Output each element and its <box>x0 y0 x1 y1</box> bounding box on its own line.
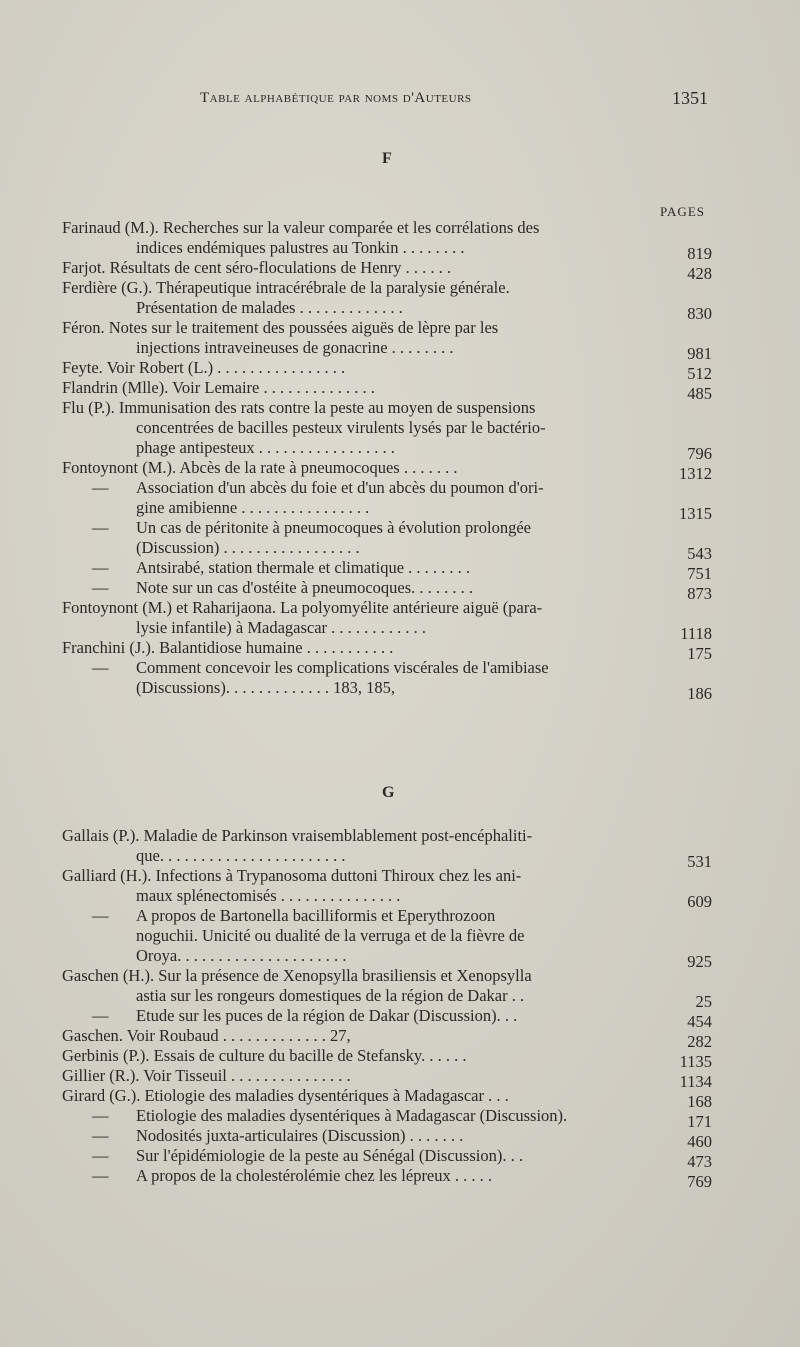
entry-text-line: injections intraveineuses de gonacrine . . . . . . . . <box>136 338 454 357</box>
entry-page-number: 1312 <box>679 464 712 483</box>
entry-text-line: Un cas de péritonite à pneumocoques à évolution prolongée <box>136 518 531 537</box>
entry-text-line: Feyte. Voir Robert (L.) . . . . . . . . . . . . . . . . <box>62 358 346 377</box>
entry-page-number: 609 <box>687 892 712 911</box>
entry-text-line: gine amibienne . . . . . . . . . . . . . . . . <box>136 498 370 517</box>
entry-text-line: Note sur un cas d'ostéite à pneumocoques. . . . . . . . <box>136 578 474 597</box>
index-entry <box>62 478 712 523</box>
index-entry <box>62 826 712 871</box>
entry-text-line: astia sur les rongeurs domestiques de la région de Dakar . . <box>136 986 525 1005</box>
entry-text-line: maux splénectomisés . . . . . . . . . . . . . . . <box>136 886 401 905</box>
entry-page-number: 186 <box>687 684 712 703</box>
entry-text-line: A propos de Bartonella bacilliformis et Eperythrozoon <box>136 906 496 925</box>
ditto-dash: — <box>92 1166 109 1185</box>
entry-page-number: 473 <box>687 1152 712 1171</box>
ditto-dash: — <box>92 558 109 577</box>
pages-column-label: PAGES <box>660 204 705 219</box>
index-entry <box>62 658 712 703</box>
index-section-g <box>62 826 712 1191</box>
entry-page-number: 751 <box>687 564 712 583</box>
index-entry <box>62 278 712 323</box>
entry-text-line: Gillier (R.). Voir Tisseuil . . . . . . . . . . . . . . . <box>62 1066 351 1085</box>
entry-text-line: Etude sur les puces de la région de Dakar (Discussion). . . <box>136 1006 518 1025</box>
entry-text-line: Sur l'épidémiologie de la peste au Sénégal (Discussion). . . <box>136 1146 523 1165</box>
section-letter-f: F <box>382 150 392 167</box>
entry-text-line: A propos de la cholestérolémie chez les lépreux . . . . . <box>136 1166 493 1185</box>
ditto-dash: — <box>92 906 109 925</box>
entry-page-number: 925 <box>687 952 712 971</box>
index-entry <box>62 1066 712 1091</box>
index-entry <box>62 558 712 583</box>
index-entry <box>62 966 712 1011</box>
index-entry <box>62 1106 712 1131</box>
entry-text-line: Fontoynont (M.) et Raharijaona. La polyomyélite antérieure aiguë (para- <box>62 598 543 617</box>
index-section-f <box>62 218 712 703</box>
index-entry <box>62 1146 712 1171</box>
index-entry <box>62 1086 712 1111</box>
ditto-dash: — <box>92 478 109 497</box>
index-entry <box>62 578 712 603</box>
entry-text-line: Farjot. Résultats de cent séro-floculations de Henry . . . . . . <box>62 258 452 277</box>
entry-text-line: noguchii. Unicité ou dualité de la verruga et de la fièvre de <box>136 926 525 945</box>
entry-text-line: Gallais (P.). Maladie de Parkinson vraisemblablement post-encéphaliti- <box>62 826 533 845</box>
entry-text-line: phage antipesteux . . . . . . . . . . . . . . . . . <box>136 438 395 457</box>
entry-page-number: 485 <box>687 384 712 403</box>
index-entry <box>62 358 712 383</box>
index-entry <box>62 218 712 263</box>
entry-page-number: 454 <box>687 1012 712 1031</box>
entry-text-line: Girard (G.). Etiologie des maladies dysentériques à Madagascar . . . <box>62 1086 509 1105</box>
entry-page-number: 981 <box>687 344 712 363</box>
entry-page-number: 1315 <box>679 504 712 523</box>
ditto-dash: — <box>92 1006 109 1025</box>
entry-text-line: Galliard (H.). Infections à Trypanosoma duttoni Thiroux chez les ani- <box>62 866 522 885</box>
page-number: 1351 <box>672 88 708 108</box>
index-entry <box>62 638 712 663</box>
entry-page-number: 819 <box>687 244 712 263</box>
entry-text-line: Oroya. . . . . . . . . . . . . . . . . . . . . <box>136 946 347 965</box>
index-entry <box>62 1026 712 1051</box>
entry-text-line: indices endémiques palustres au Tonkin . . . . . . . . <box>136 238 465 257</box>
entry-page-number: 873 <box>687 584 712 603</box>
index-entry <box>62 398 712 463</box>
entry-page-number: 1135 <box>679 1052 712 1071</box>
entry-text-line: Gaschen. Voir Roubaud . . . . . . . . . . . . . 27, <box>62 1026 351 1045</box>
ditto-dash: — <box>92 518 109 537</box>
entry-text-line: lysie infantile) à Madagascar . . . . . . . . . . . . <box>136 618 427 637</box>
entry-page-number: 1134 <box>679 1072 712 1091</box>
entry-text-line: Présentation de malades . . . . . . . . . . . . . <box>136 298 403 317</box>
index-entry <box>62 866 712 911</box>
index-entry <box>62 318 712 363</box>
entry-text-line: Association d'un abcès du foie et d'un abcès du poumon d'ori- <box>136 478 544 497</box>
entry-text-line: Franchini (J.). Balantidiose humaine . . . . . . . . . . . <box>62 638 394 657</box>
entry-text-line: Comment concevoir les complications viscérales de l'amibiase <box>136 658 549 677</box>
entry-text-line: Flu (P.). Immunisation des rats contre la peste au moyen de suspensions <box>62 398 536 417</box>
entry-text-line: que. . . . . . . . . . . . . . . . . . . . . . . <box>136 846 346 865</box>
index-entry <box>62 258 712 283</box>
entry-text-line: (Discussions). . . . . . . . . . . . . 183, 185, <box>136 678 395 697</box>
entry-text-line: Etiologie des maladies dysentériques à Madagascar (Discussion). <box>136 1106 568 1125</box>
index-entry <box>62 458 712 483</box>
ditto-dash: — <box>92 1146 109 1165</box>
entry-text-line: Nodosités juxta-articulaires (Discussion) . . . . . . . <box>136 1126 464 1145</box>
entry-page-number: 428 <box>687 264 712 283</box>
entry-page-number: 512 <box>687 364 712 383</box>
index-entry <box>62 906 712 971</box>
entry-page-number: 171 <box>687 1112 712 1131</box>
entry-page-number: 25 <box>695 992 712 1011</box>
entry-text-line: concentrées de bacilles pesteux virulents lysés par le bactério- <box>136 418 546 437</box>
ditto-dash: — <box>92 1126 109 1145</box>
entry-page-number: 531 <box>687 852 712 871</box>
entry-page-number: 543 <box>687 544 712 563</box>
ditto-dash: — <box>92 578 109 597</box>
entry-text-line: Gerbinis (P.). Essais de culture du bacille de Stefansky. . . . . . <box>62 1046 467 1065</box>
entry-text-line: Féron. Notes sur le traitement des poussées aiguës de lèpre par les <box>62 318 499 337</box>
index-entry <box>62 518 712 563</box>
entry-text-line: Ferdière (G.). Thérapeutique intracérébrale de la paralysie générale. <box>62 278 510 297</box>
entry-page-number: 769 <box>687 1172 712 1191</box>
index-entry <box>62 1046 712 1071</box>
entry-text-line: Flandrin (Mlle). Voir Lemaire . . . . . . . . . . . . . . <box>62 378 375 397</box>
entry-page-number: 796 <box>687 444 712 463</box>
entry-page-number: 830 <box>687 304 712 323</box>
index-entry <box>62 1006 712 1031</box>
index-entry <box>62 1166 712 1191</box>
entry-page-number: 460 <box>687 1132 712 1151</box>
entry-text-line: Farinaud (M.). Recherches sur la valeur comparée et les corrélations des <box>62 218 540 237</box>
index-entry <box>62 378 712 403</box>
ditto-dash: — <box>92 1106 109 1125</box>
entry-text-line: Fontoynont (M.). Abcès de la rate à pneumocoques . . . . . . . <box>62 458 458 477</box>
entry-text-line: Antsirabé, station thermale et climatique . . . . . . . . <box>136 558 471 577</box>
index-entry <box>62 598 712 643</box>
entry-text-line: (Discussion) . . . . . . . . . . . . . . . . . <box>136 538 360 557</box>
ditto-dash: — <box>92 658 109 677</box>
entry-page-number: 175 <box>687 644 712 663</box>
entry-text-line: Gaschen (H.). Sur la présence de Xenopsylla brasiliensis et Xenopsylla <box>62 966 532 985</box>
index-entry <box>62 1126 712 1151</box>
running-title: Table alphabétique par noms d'Auteurs <box>200 90 472 106</box>
entry-page-number: 1118 <box>680 624 712 643</box>
entry-page-number: 168 <box>687 1092 712 1111</box>
entry-page-number: 282 <box>687 1032 712 1051</box>
section-letter-g: G <box>382 784 395 801</box>
